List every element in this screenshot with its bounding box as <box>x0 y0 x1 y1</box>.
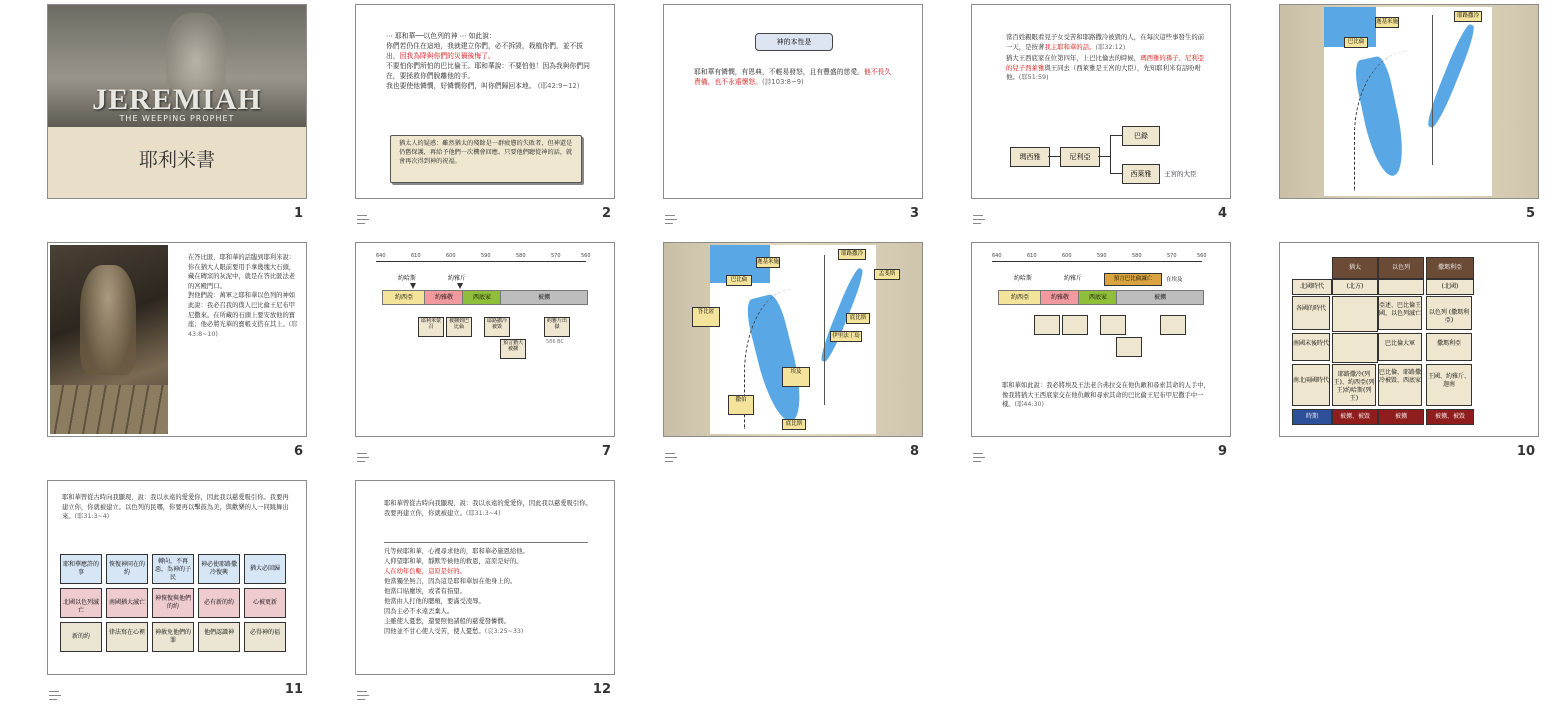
grid-cell: 恢復神同在的約 <box>106 554 148 584</box>
highlight-text: 瑪西雅的孫子、尼利亞的兒子西萊雅 <box>1006 54 1205 72</box>
text: 主雖使人憂愁，還要照他諸般的慈愛發憐憫。 <box>384 618 510 625</box>
event-note <box>1160 315 1186 335</box>
slide-10-thumbnail[interactable] <box>1279 242 1539 437</box>
timeline-axis <box>992 261 1202 262</box>
map-label: 耶路撒冷 <box>838 249 866 260</box>
table-cell: 亞述、巴比倫王國，以色列滅亡 <box>1378 296 1422 330</box>
map-label: 耶路撒冷 <box>1454 11 1482 22</box>
map-label: 答比匿 <box>692 307 720 327</box>
slide-1[interactable] <box>47 4 307 244</box>
slide-number: 7 <box>601 444 611 459</box>
event-note <box>1116 337 1142 357</box>
map-label: 孟斐斯 <box>874 269 900 280</box>
text: 他當由人打他的腮頰，要滿受凌辱。 <box>384 598 485 605</box>
highlight-text: 我主耶和華的話。 <box>1044 42 1096 51</box>
slide-12[interactable] <box>355 480 615 720</box>
phase-bar: 西底家 <box>1078 290 1118 305</box>
event-note: 約雅斤出獄 <box>544 317 570 337</box>
year-tick: 640 <box>992 253 1002 259</box>
reference: (詩103:8~9) <box>761 78 804 86</box>
year-tick: 560 <box>581 253 591 259</box>
column-header: 以色列 <box>1378 257 1424 279</box>
notes-icon <box>665 451 679 463</box>
text: 你在猶大人眼前要用手拿幾塊大石頭，藏在磚窯的灰泥中，就是在答比匿法老的宮殿門口。 <box>188 263 296 290</box>
event-note <box>1100 315 1126 335</box>
row-label: 北國時代 <box>1292 279 1332 295</box>
reference: (耶31:3~4) <box>74 513 110 520</box>
text: 在答比匿，耶和華的話臨到耶利米說： <box>188 254 296 261</box>
connector <box>1110 173 1122 174</box>
slide-11[interactable] <box>47 480 307 720</box>
text: 我也要使他憐憫，好憐憫你們，叫你們歸回本地。 <box>386 82 536 90</box>
marker-label: 約雅斤 <box>1064 275 1083 282</box>
marker-arrow <box>457 283 463 289</box>
grid-cell: 必有新的約 <box>198 588 240 618</box>
footer-cell: 時期 <box>1292 409 1332 425</box>
slide-4-thumbnail[interactable] <box>971 4 1231 199</box>
map-label: 伊里法丁島 <box>830 331 862 342</box>
grid-cell: 神赦免他們的罪 <box>152 622 194 652</box>
grid-cell: 神必使耶路撒冷復興 <box>198 554 240 584</box>
text: 耶和華如此說：我必將埃及王法老合弗拉交在他仇敵和尋索其命的人手中，像我將猶大王西底家交在他仇敵和尋索其命的巴比倫王尼布甲尼撒手中一樣。 <box>1002 382 1210 408</box>
slide-number: 11 <box>284 682 303 697</box>
row-label: 南北兩國時代 <box>1292 364 1330 406</box>
connector <box>1098 156 1110 157</box>
year-tick: 580 <box>516 253 526 259</box>
phase-bar: 約雅敬 <box>424 290 464 305</box>
text: 他當獨坐無言，因為這是耶和華加在他身上的。 <box>384 578 517 585</box>
grid-cell: 他們認識神 <box>198 622 240 652</box>
slide-title: 耶利米書 <box>138 149 215 171</box>
slide-6-thumbnail[interactable] <box>47 242 307 437</box>
slide-number: 10 <box>1516 444 1535 459</box>
slide-2-thumbnail[interactable] <box>355 4 615 199</box>
table-cell <box>1378 279 1424 295</box>
reference: (耶31:3~4) <box>465 509 501 517</box>
connector <box>1110 135 1122 136</box>
slide-number: 1 <box>293 206 303 221</box>
year-tick: 600 <box>1062 253 1072 259</box>
footer-cell: 被擄、被毀 <box>1332 409 1378 425</box>
slide-number: 6 <box>293 444 303 459</box>
text: 耶和華曾從古時向我顯現，說：我以永遠的愛愛你，因此我以慈愛吸引你。我要再建立你，你就被建立。 <box>384 500 592 517</box>
table-cell: 王國、約雅斤、迦南 <box>1426 364 1472 406</box>
notes-icon <box>665 213 679 225</box>
notes-icon <box>357 451 371 463</box>
slide-2[interactable] <box>355 4 615 244</box>
slide-number: 4 <box>1217 206 1227 221</box>
year-tick: 570 <box>1167 253 1177 259</box>
text: 當百姓親眼看見子女受苦和耶路撒冷被毀的人，在每次這些事發生的前一天，是按著 <box>1006 33 1205 51</box>
event-note <box>1062 315 1088 335</box>
slide-5-thumbnail[interactable] <box>1279 4 1539 199</box>
reference: (耶32:12) <box>1095 42 1126 51</box>
event-note: 被擄到巴比倫 <box>446 317 472 337</box>
node-baruch: 巴錄 <box>1122 126 1160 146</box>
event-note <box>1034 315 1060 335</box>
map-label: 迦基米施 <box>756 257 780 268</box>
slide-9-thumbnail[interactable] <box>971 242 1231 437</box>
slide-number: 8 <box>909 444 919 459</box>
grid-cell: 必得神的福 <box>244 622 286 652</box>
marker-label: 約哈斯 <box>1014 275 1033 282</box>
stones <box>50 385 168 434</box>
text: 不要怕你們所怕的巴比倫王。耶和華說：不要怕他！因為我與你們同在，要拯救你們脫離他的手。 <box>386 62 590 80</box>
phase-bar: 被擄 <box>500 290 588 305</box>
table-cell <box>1332 333 1378 363</box>
node-seraiah: 西萊雅 <box>1122 164 1160 184</box>
event-note: 耶利米蒙召 <box>418 317 444 337</box>
grid-cell: 南國猶大滅亡 <box>106 588 148 618</box>
banner-subtitle: THE WEEPING PROPHET <box>119 114 235 123</box>
year-tick: 590 <box>1097 253 1107 259</box>
text: 他當口貼塵埃，或者有指望。 <box>384 588 466 595</box>
column-header: 撒瑪利亞 <box>1426 257 1474 279</box>
slide-number: 2 <box>601 206 611 221</box>
slide-4[interactable] <box>971 4 1231 244</box>
reference: (耶51:59) <box>1018 73 1049 81</box>
notes-icon <box>357 689 371 701</box>
event-badge: 預言巴比倫滅亡 <box>1104 273 1162 286</box>
map-label: 迦基米施 <box>1375 17 1399 28</box>
figure <box>80 265 136 375</box>
table-cell <box>1332 296 1378 332</box>
year-tick: 590 <box>481 253 491 259</box>
slide-number: 9 <box>1217 444 1227 459</box>
phase-bar: 約西亞 <box>998 290 1042 305</box>
table-cell: 耶路撒冷(列王)、約西亞(列王)約哈斯(列王) <box>1332 364 1376 406</box>
slide-5[interactable] <box>1279 4 1539 244</box>
grid-cell: 新的約 <box>60 622 102 652</box>
footer-cell: 被擄 <box>1378 409 1424 425</box>
node-mahseiah: 瑪西雅 <box>1010 147 1050 167</box>
table-cell: 撒瑪利亞 <box>1426 333 1472 361</box>
row-label: 各國的時代 <box>1292 296 1330 330</box>
map-label: 巴比倫 <box>726 275 752 286</box>
scroll-box <box>390 135 582 183</box>
annotation: 586 BC <box>546 339 564 345</box>
banner-title: JEREMIAH <box>92 83 262 116</box>
connector <box>1110 135 1111 173</box>
map-label: 底比斯 <box>782 419 806 430</box>
event-note: 耶路撒冷被毀 <box>484 317 510 337</box>
slide-1-thumbnail[interactable] <box>47 4 307 199</box>
marker-label: 約哈斯 <box>398 275 417 282</box>
annotation: 在埃及 <box>1166 277 1183 283</box>
map-label: 巴比倫 <box>1344 37 1368 48</box>
year-tick: 640 <box>376 253 386 259</box>
slide-7[interactable] <box>355 242 615 482</box>
phase-bar: 被擄 <box>1116 290 1204 305</box>
text: 凡等候耶和華，心裡尋求他的，耶和華必施恩給他。 <box>384 548 529 555</box>
table-cell: (北方) <box>1332 279 1378 295</box>
grid-cell: 心被更新 <box>244 588 286 618</box>
slide-3[interactable] <box>663 4 923 244</box>
slide-12-thumbnail[interactable] <box>355 480 615 675</box>
notes-icon <box>49 689 63 701</box>
map-label: 撒伯 <box>728 395 754 415</box>
slide-6[interactable] <box>47 242 307 482</box>
slide-number: 5 <box>1525 206 1535 221</box>
table-cell: (北國) <box>1426 279 1474 295</box>
table-cell: 巴比倫大軍 <box>1378 333 1422 361</box>
footer-cell: 被擄、被毀 <box>1426 409 1474 425</box>
reference: (耶44:30) <box>1014 401 1044 408</box>
text: 因他並不甘心使人受苦，使人憂愁。 <box>384 628 485 635</box>
phase-bar: 約西亞 <box>382 290 426 305</box>
connector <box>1048 156 1060 157</box>
year-tick: 570 <box>551 253 561 259</box>
text: 人仰望耶和華，靜默等候他的救恩，這原是好的。 <box>384 558 523 565</box>
year-tick: 600 <box>446 253 456 259</box>
reference: (耶42:9~12) <box>537 82 580 90</box>
marker-arrow <box>410 283 416 289</box>
text: 你們若仍住在這地，我就建立你們，必不拆毀，栽植 <box>386 42 543 50</box>
text: 猶大王西底家在位第四年，上巴比倫去的時候， <box>1006 54 1141 62</box>
slide-11-thumbnail[interactable] <box>47 480 307 675</box>
text: 與王同去（西萊雅是王宮的大臣），先知耶利米有話吩咐他。 <box>1006 63 1201 81</box>
title-banner-image <box>48 5 306 127</box>
prophet-painting <box>50 245 168 434</box>
node-neriah: 尼利亞 <box>1060 147 1100 167</box>
grid-cell: 轉向，不再惡，為神的子民 <box>152 554 194 584</box>
year-tick: 560 <box>1197 253 1207 259</box>
annotation: 王宮的大臣 <box>1164 170 1197 178</box>
map-label: 埃及 <box>782 367 810 387</box>
year-tick: 580 <box>1132 253 1142 259</box>
table-cell: 以色列 (撒瑪利亞) <box>1426 296 1472 330</box>
column-header: 猶太 <box>1332 257 1378 279</box>
table-cell: 巴比倫、耶路撒冷被毀、西底家 <box>1378 364 1422 406</box>
notes-icon <box>973 451 987 463</box>
map <box>1324 7 1492 196</box>
text: 對他們說：萬軍之耶和華以色列的神如此說：我必召我的僕人巴比倫王尼布甲尼撒來。在所藏的石頭上要安放他的寶座；他必將光華的寶帳支搭在其上。 <box>188 292 296 329</box>
grid-cell: 北國以色列滅亡 <box>60 588 102 618</box>
slide-10[interactable] <box>1279 242 1539 482</box>
phase-bar: 西底家 <box>462 290 502 305</box>
slide-7-thumbnail[interactable] <box>355 242 615 437</box>
slide-8-thumbnail[interactable] <box>663 242 923 437</box>
grid-cell: 耶和華應許的事 <box>60 554 102 584</box>
phase-bar: 約雅敬 <box>1040 290 1080 305</box>
slide-number: 12 <box>592 682 611 697</box>
notes-icon <box>973 213 987 225</box>
row-label: 南國末後時代 <box>1292 333 1330 361</box>
marker-label: 約雅斤 <box>448 275 467 282</box>
map-label: 底比斯 <box>846 313 870 324</box>
highlight-text: 他不長久責備，也不永遠懷怒。 <box>694 68 892 86</box>
intro-text: ⋯ 耶和華──以色列的神 ⋯ 如此說： <box>386 32 496 40</box>
highlight-text: 因我為降與你們的災禍後悔了。 <box>399 52 495 60</box>
slide-9[interactable] <box>971 242 1231 482</box>
scroll-text: 猶太人的疑惑：雖然猶太的殘餘是一群疲憊的失敗者，但神還是仍舊保護，再給予他們一次機會回應。只要他們聽從神的話，就會再次得到神的祝福。 <box>399 140 573 165</box>
grid-cell: 律法寫在心裡 <box>106 622 148 652</box>
slide-8[interactable] <box>663 242 923 482</box>
text: 耶和華有憐憫，有恩典，不輕易發怒，且有豐盛的慈愛。 <box>694 68 864 76</box>
highlight-text: 人在幼年負軛，這原是好的。 <box>384 568 466 575</box>
timeline-axis <box>376 261 586 262</box>
grid-cell: 猶大必回歸 <box>244 554 286 584</box>
event-note: 預言猶大被擄 <box>500 339 526 359</box>
text: 你們，並不拔出， <box>386 42 584 60</box>
text: 因為主必不永遠丟棄人。 <box>384 608 454 615</box>
reference: (哀3:25~33) <box>484 628 524 635</box>
divider <box>384 542 588 543</box>
text: 耶和華曾從古時向我顯現，說：我以永遠的愛愛你，因此我以慈愛吸引你。我要再建立你，你就被建立。以色列的民哪，你要再以擊鼓為美，與歡樂的人一同跳舞出來。 <box>62 494 289 520</box>
year-tick: 610 <box>1027 253 1037 259</box>
slide-3-thumbnail[interactable] <box>663 4 923 199</box>
reference: (耶43:8~10) <box>188 321 298 338</box>
slide-number: 3 <box>909 206 919 221</box>
grid-cell: 神恢復與他們的約 <box>152 588 194 618</box>
heading-badge: 神的本性是 <box>755 33 833 51</box>
year-tick: 610 <box>411 253 421 259</box>
notes-icon <box>357 213 371 225</box>
